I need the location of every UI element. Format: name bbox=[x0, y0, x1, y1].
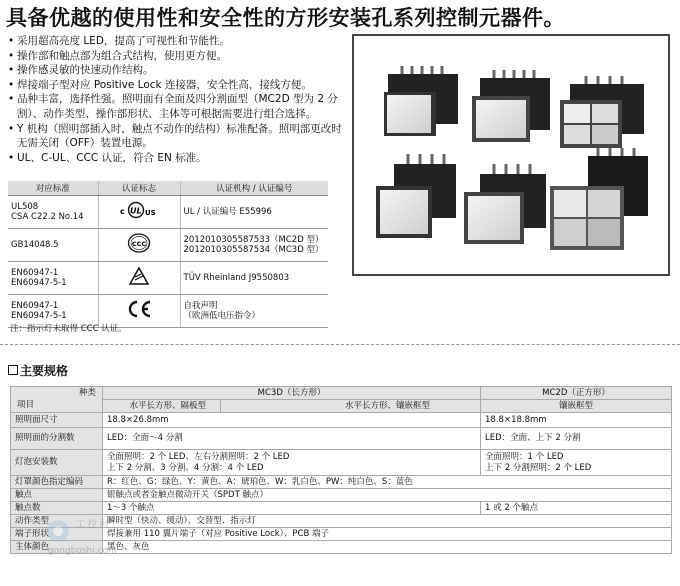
cert-row bbox=[8, 196, 328, 229]
product-photo bbox=[352, 34, 670, 276]
switch-unit bbox=[472, 70, 550, 142]
cert-std: UL508 CSA C22.2 No.14 bbox=[8, 196, 98, 229]
spec-row bbox=[11, 476, 672, 489]
switch-unit bbox=[464, 164, 546, 244]
cert-mark bbox=[98, 229, 180, 262]
feature-item: • 操作部和触点部为组合式结构，使用更方便。 bbox=[8, 49, 348, 64]
spec-label: 照明面的分割数 bbox=[11, 428, 103, 450]
page-title: 具备优越的使用性和安全性的方形安装孔系列控制元器件。 bbox=[6, 6, 565, 30]
mc3d-sub-header: 水平长方形、镶嵌框型 bbox=[221, 400, 481, 413]
spec-label: 主体颜色 bbox=[11, 541, 103, 554]
spec-value: 银触点或者金触点微动开关（SPDT 触点） bbox=[103, 489, 672, 502]
cert-header: 认证标志 bbox=[98, 181, 180, 196]
spec-value: R：红色、G：绿色、Y：黄色、A：琥珀色、W：乳白色、PW：纯白色、S：蓝色 bbox=[103, 476, 672, 489]
cert-std: GB14048.5 bbox=[8, 229, 98, 262]
ccc-mark-icon bbox=[127, 233, 151, 253]
spec-label: 端子形状 bbox=[11, 528, 103, 541]
spec-mc3d-value: LED：全面～4 分割 bbox=[103, 428, 481, 450]
spec-label: 触点数 bbox=[11, 502, 103, 515]
spec-mc2d-value: 18.8×18.8mm bbox=[481, 413, 672, 428]
section-divider bbox=[0, 344, 680, 345]
spec-label: 灯罩颜色指定编码 bbox=[11, 476, 103, 489]
spec-mc2d-value: 1 或 2 个触点 bbox=[481, 502, 672, 515]
mc2d-sub-header: 镶嵌框型 bbox=[481, 400, 672, 413]
spec-corner-cell bbox=[11, 387, 103, 413]
spec-row bbox=[11, 541, 672, 554]
spec-row bbox=[11, 450, 672, 476]
cert-row bbox=[8, 229, 328, 262]
spec-label: 照明面尺寸 bbox=[11, 413, 103, 428]
cert-std: EN60947-1 EN60947-5-1 bbox=[8, 295, 98, 328]
product-photo-illustration bbox=[354, 36, 668, 274]
spec-label: 灯泡安装数 bbox=[11, 450, 103, 476]
mc3d-header: MC3D（长方形） bbox=[103, 387, 481, 400]
ce-mark-icon bbox=[125, 299, 153, 319]
corner-type-label: 种类 bbox=[78, 388, 96, 398]
specs-table bbox=[10, 386, 672, 554]
spec-value: 瞬时型（快动、缓动）、交替型、指示灯 bbox=[103, 515, 672, 528]
cert-org: 自我声明 （欧洲低电压指令） bbox=[180, 295, 328, 328]
mc2d-header: MC2D（正方形） bbox=[481, 387, 672, 400]
feature-item: • Y 机构（照明部插入时，触点不动作的结构）标准配备。照明部更改时无需关闭（OFF）装置电源。 bbox=[8, 122, 348, 151]
feature-item: • 焊接端子型对应 Positive Lock 连接器，安全性高，接线方便。 bbox=[8, 78, 348, 93]
checkbox-square-icon bbox=[8, 365, 18, 375]
corner-item-label: 项目 bbox=[17, 400, 35, 410]
tuv-triangle-icon bbox=[128, 266, 150, 286]
spec-value: 黑色、灰色 bbox=[103, 541, 672, 554]
spec-value: 焊接兼用 110 翼片端子（对应 Positive Lock）、PCB 端子 bbox=[103, 528, 672, 541]
cert-mark bbox=[98, 196, 180, 229]
spec-label: 动作类型 bbox=[11, 515, 103, 528]
cert-header: 对应标准 bbox=[8, 181, 98, 196]
watermark-url: gongboshi.com bbox=[48, 546, 117, 556]
feature-item: • 操作感灵敏的快速动作结构。 bbox=[8, 63, 348, 78]
feature-item: • 采用超高亮度 LED，提高了可视性和节能性。 bbox=[8, 34, 348, 49]
feature-item: • UL、C-UL、CCC 认证，符合 EN 标准。 bbox=[8, 151, 348, 166]
cULus-mark-icon bbox=[119, 201, 159, 219]
spec-subheader-row bbox=[11, 400, 672, 413]
switch-unit bbox=[560, 76, 644, 148]
svg-text:UL: UL bbox=[130, 206, 142, 216]
spec-mc2d-value: LED：全面、上下 2 分割 bbox=[481, 428, 672, 450]
spec-row bbox=[11, 489, 672, 502]
feature-list bbox=[8, 34, 348, 165]
svg-text:US: US bbox=[145, 209, 156, 218]
cert-header: 认证机构 / 认证编号 bbox=[180, 181, 328, 196]
cert-org: TÜV Rheinland J9550803 bbox=[180, 262, 328, 295]
cert-org: 2012010305587533（MC2D 型） 2012010305587534（MC3D 型） bbox=[180, 229, 328, 262]
spec-mc3d-value: 全面照明：2 个 LED、左右分割照明：2 个 LED 上下 2 分割、3 分割、4 分割：4 个 LED bbox=[103, 450, 481, 476]
cert-row bbox=[8, 262, 328, 295]
spec-header-row bbox=[11, 387, 672, 400]
spec-row bbox=[11, 428, 672, 450]
certification-table bbox=[8, 181, 328, 328]
section-heading bbox=[8, 362, 68, 379]
switch-unit bbox=[376, 154, 456, 238]
svg-text:CCC: CCC bbox=[131, 240, 147, 249]
spec-row bbox=[11, 413, 672, 428]
switch-unit bbox=[384, 66, 458, 136]
spec-mc2d-value: 全面照明：1 个 LED 上下 2 分割照明：2 个 LED bbox=[481, 450, 672, 476]
section-title: 主要规格 bbox=[20, 364, 69, 378]
cert-note: 注：指示灯未取得 CCC 认证。 bbox=[10, 324, 127, 334]
feature-item: • 品种丰富，选择性强。照明面有全面及四分割面型（MC2D 型为 2 分割）、动作类型、操作部形状、主体等可根据需要进行组合选择。 bbox=[8, 92, 348, 121]
spec-label: 触点 bbox=[11, 489, 103, 502]
cert-header-row bbox=[8, 181, 328, 196]
spec-row bbox=[11, 502, 672, 515]
cert-org: UL / 认证编号 E55996 bbox=[180, 196, 328, 229]
switch-unit bbox=[550, 148, 648, 250]
watermark-text: 工 控 网 bbox=[76, 520, 109, 530]
mc3d-sub-header: 水平长方形、隔板型 bbox=[103, 400, 221, 413]
cert-std: EN60947-1 EN60947-5-1 bbox=[8, 262, 98, 295]
spec-mc3d-value: 1～3 个触点 bbox=[103, 502, 481, 515]
svg-text:c: c bbox=[120, 207, 125, 217]
cert-mark bbox=[98, 262, 180, 295]
spec-row bbox=[11, 515, 672, 528]
spec-row bbox=[11, 528, 672, 541]
spec-mc3d-value: 18.8×26.8mm bbox=[103, 413, 481, 428]
